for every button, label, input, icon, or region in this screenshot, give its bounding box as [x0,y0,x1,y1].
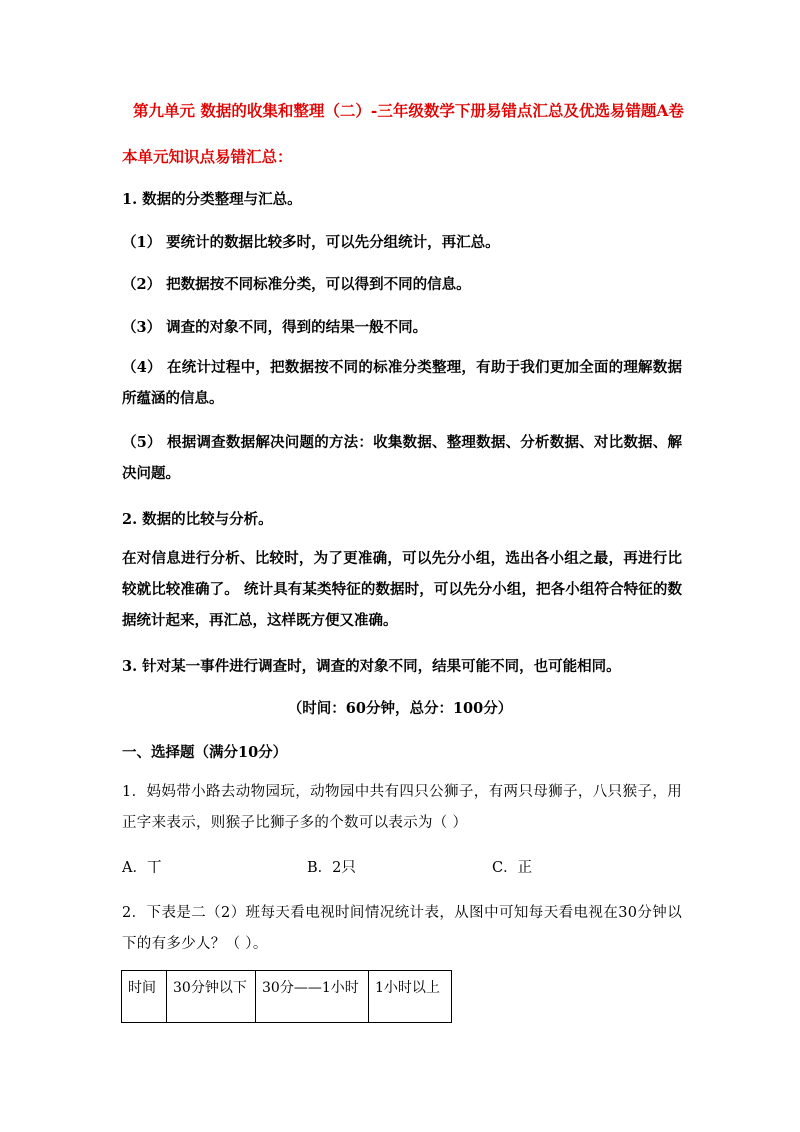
question-1: 1．妈妈带小路去动物园玩，动物园中共有四只公狮子，有两只母狮子，八只猴子，用正字来表示，则猴子比狮子多的个数可以表示为（ ） [122,784,682,831]
q1-option-c[interactable]: C．正 [492,860,533,876]
point1-heading: 1. 数据的分类整理与汇总。 [122,191,302,208]
point2-body: 在对信息进行分析、比较时，为了更准确，可以先分小组，选出各小组之最，再进行比较就比较准确了。 统计具有某类特征的数据时，可以先分小组，把各小组符合特征的数据统计起来，再汇总，这样既方便又准确。 [122,550,682,629]
point1-item-1: （1） 要统计的数据比较多时，可以先分组统计，再汇总。 [122,234,500,251]
q1-option-b[interactable]: B．2只 [307,860,356,876]
question-2: 2．下表是二（2）班每天看电视时间情况统计表，从图中可知每天看电视在30分钟以下的有多少人？（ ）。 [122,905,682,952]
table-header-cell: 30分——1小时 [256,971,369,1023]
q1-option-a[interactable]: A．丅 [122,860,162,876]
table-header-cell: 30分钟以下 [167,971,256,1023]
point2-heading: 2. 数据的比较与分析。 [122,511,273,528]
point1-item-2: （2） 把数据按不同标准分类，可以得到不同的信息。 [122,276,471,293]
tv-time-table [121,970,452,1023]
point1-item-5: （5） 根据调查数据解决问题的方法：收集数据、整理数据、分析数据、对比数据、解决问题。 [122,434,682,482]
table-row [122,971,452,1023]
document-title: 第九单元 数据的收集和整理（二）-三年级数学下册易错点汇总及优选易错题A卷 [133,101,684,120]
point1-item-4: （4） 在统计过程中，把数据按不同的标准分类整理，有助于我们更加全面的理解数据所蕴涵的信息。 [122,359,682,407]
point3: 3. 针对某一事件进行调查时，调查的对象不同，结果可能不同，也可能相同。 [122,658,621,675]
summary-heading: 本单元知识点易错汇总： [122,147,293,166]
point1-item-3: （3） 调查的对象不同，得到的结果一般不同。 [122,319,428,336]
table-header-cell: 1小时以上 [369,971,452,1023]
table-header-cell: 时间 [122,971,167,1023]
exam-info: （时间：60分钟，总分：100分） [287,700,513,717]
section1-heading: 一、选择题（满分10分） [122,744,288,761]
